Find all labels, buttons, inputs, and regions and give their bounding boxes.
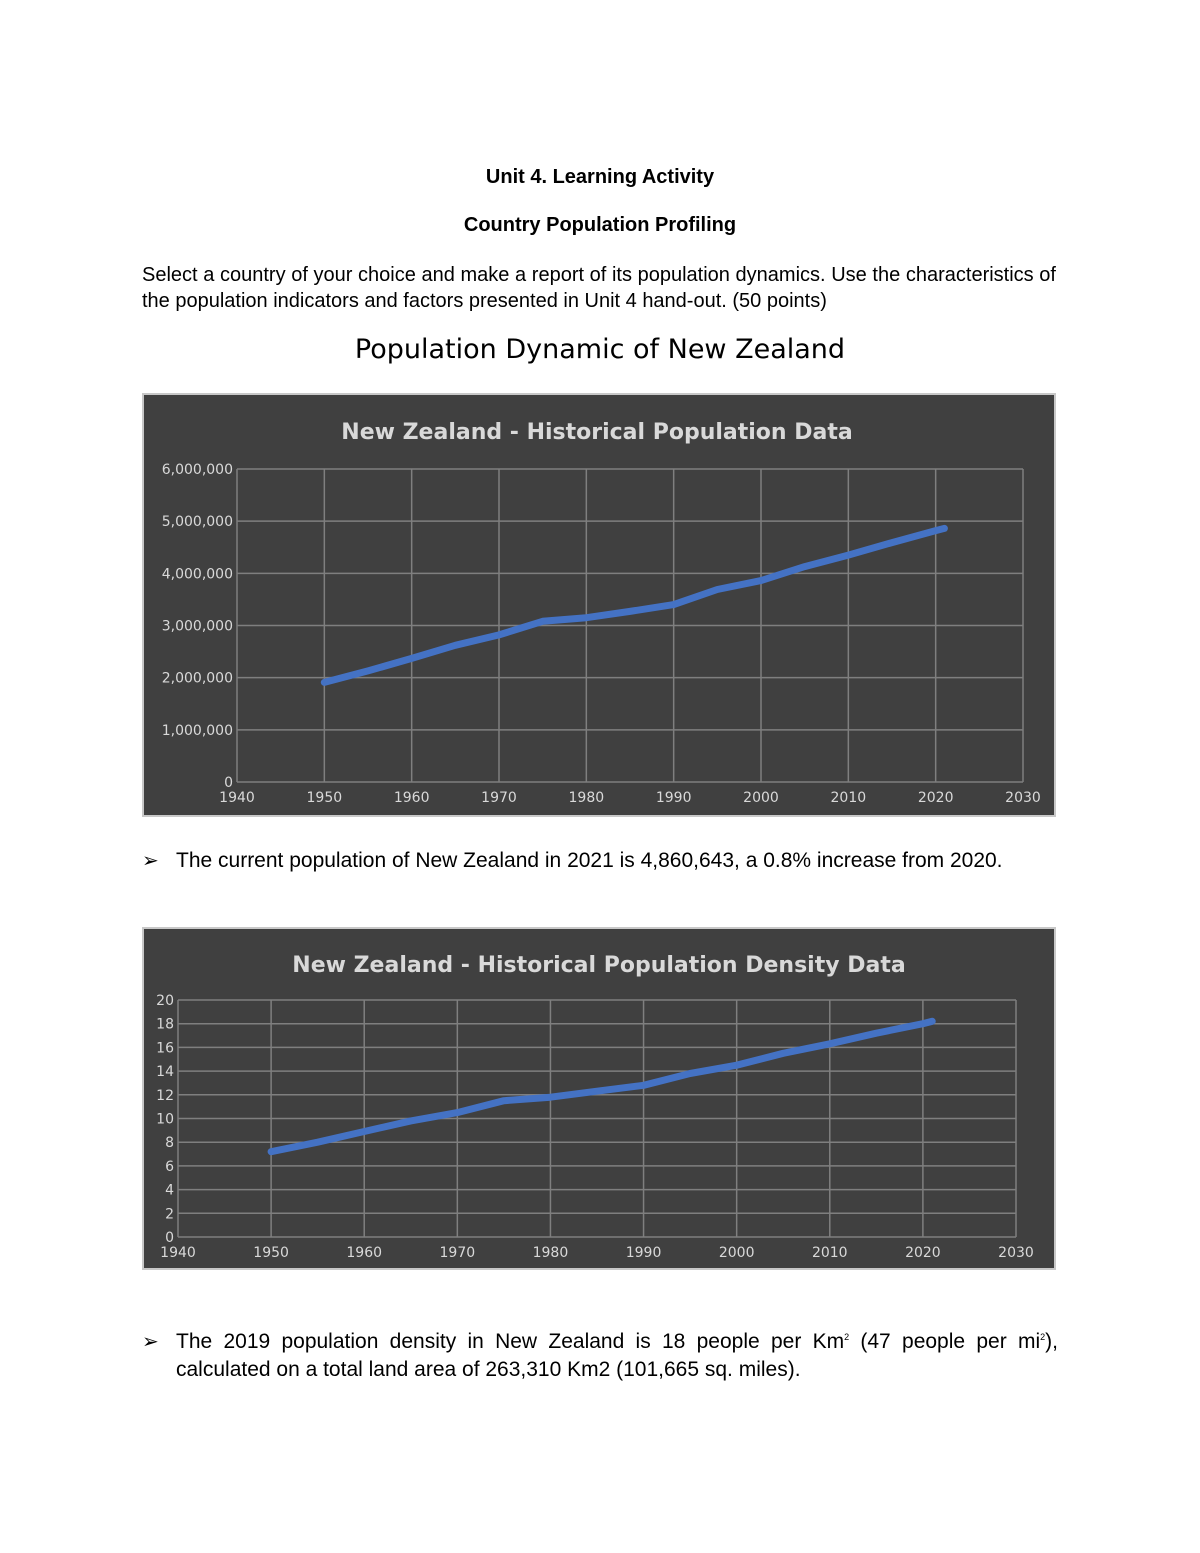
x-tick-label: 2020 (905, 1245, 941, 1261)
population-chart-svg (144, 395, 1054, 815)
chart-title: New Zealand - Historical Population Data (341, 420, 853, 445)
bullet-text: The current population of New Zealand in 2021 is 4,860,643, a 0.8% increase from 2020. (176, 849, 1003, 872)
arrowhead-bullet-icon: ➢ (142, 850, 159, 872)
y-tick-label: 6,000,000 (161, 462, 233, 478)
x-tick-label: 1950 (306, 790, 343, 806)
y-tick-label: 4 (165, 1182, 174, 1199)
x-tick-label: 1960 (393, 790, 430, 806)
y-tick-label: 12 (156, 1087, 174, 1104)
x-tick-label: 1990 (625, 1245, 662, 1261)
arrowhead-bullet-icon: ➢ (142, 1331, 159, 1353)
page-subtitle: Country Population Profiling (463, 214, 737, 236)
bullet-text-part: The 2019 population density in New Zealand is 18 people per Km (176, 1330, 845, 1353)
y-tick-label: 8 (165, 1135, 174, 1152)
chart-title: New Zealand - Historical Population Density Data (292, 953, 906, 978)
bullet-text (176, 1328, 1058, 1384)
superscript: 2 (844, 1332, 850, 1342)
y-tick-label: 3,000,000 (161, 618, 233, 635)
y-tick-label: 4,000,000 (161, 566, 233, 583)
series-line (271, 1021, 932, 1151)
y-tick-label: 2,000,000 (161, 670, 233, 687)
intro-paragraph: Select a country of your choice and make a report of its population dynamics. Use the characteristics of the population indicators and factors presented in Unit 4 hand-out. (50 points) (142, 264, 1056, 312)
y-tick-label: 6 (165, 1158, 174, 1175)
x-tick-label: 1940 (219, 790, 255, 806)
y-tick-label: 14 (156, 1064, 174, 1081)
y-tick-label: 0 (165, 1230, 174, 1246)
x-tick-label: 2000 (743, 790, 779, 806)
y-tick-label: 0 (224, 775, 233, 791)
x-tick-label: 2030 (1005, 790, 1041, 806)
population-chart (142, 393, 1056, 817)
density-chart-svg (144, 929, 1054, 1268)
y-tick-label: 10 (156, 1111, 174, 1128)
x-tick-label: 1950 (253, 1245, 289, 1261)
density-chart (142, 927, 1056, 1270)
bullet-item-population (142, 847, 1058, 875)
x-tick-label: 2010 (811, 1245, 848, 1261)
y-tick-label: 16 (156, 1040, 174, 1057)
superscript: 2 (1040, 1332, 1046, 1342)
y-tick-label: 5,000,000 (161, 514, 233, 531)
x-tick-label: 1960 (346, 1245, 383, 1261)
x-tick-label: 1970 (481, 790, 517, 806)
x-tick-label: 2020 (917, 790, 954, 806)
x-tick-label: 2000 (718, 1245, 755, 1261)
x-tick-label: 1970 (439, 1245, 476, 1261)
y-tick-label: 18 (156, 1016, 174, 1033)
bullet-item-density (142, 1328, 1058, 1384)
y-tick-label: 1,000,000 (161, 722, 233, 739)
series-line (324, 528, 944, 682)
x-tick-label: 1940 (160, 1245, 196, 1261)
section-title: Population Dynamic of New Zealand (354, 334, 846, 365)
y-tick-label: 20 (156, 993, 174, 1009)
bullet-text-part: ), calculated on a total land area of 263,310 Km2 (101,665 sq. miles). (176, 1330, 1058, 1381)
x-tick-label: 1980 (532, 1245, 569, 1261)
bullet-text-part: (47 people per mi (849, 1330, 1041, 1353)
y-tick-label: 2 (165, 1206, 174, 1223)
x-tick-label: 1980 (568, 790, 605, 806)
x-tick-label: 1990 (655, 790, 692, 806)
x-tick-label: 2010 (830, 790, 867, 806)
x-tick-label: 2030 (998, 1245, 1034, 1261)
page-title: Unit 4. Learning Activity (485, 166, 715, 188)
